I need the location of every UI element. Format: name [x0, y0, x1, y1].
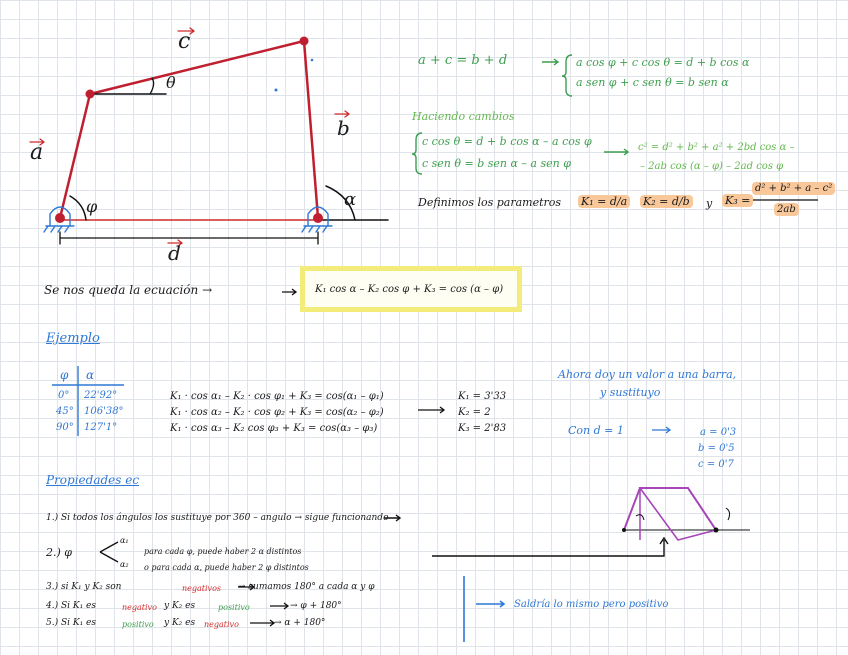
table-cell: 0° [58, 390, 70, 401]
table-head-phi: φ [60, 368, 69, 382]
joint-d [300, 37, 309, 46]
result-eq-1: c² = d² + b² + a² + 2bd cos α – [638, 142, 795, 153]
label-theta: θ [166, 73, 176, 92]
k3-numerator: d² + b² + a – c² [752, 182, 835, 195]
k1-definition: K₁ = d/a [578, 195, 630, 208]
joint-c [86, 90, 95, 99]
haciendo-eq-2: c sen θ = b sen α – a sen φ [422, 157, 571, 170]
property-2-line-2: o para cada α, puede haber 2 φ distintos [144, 563, 309, 572]
k3-result: K₃ = 2'83 [458, 423, 507, 434]
ahora-line-1: Ahora doy un valor a una barra, [558, 368, 737, 381]
p2-brace [100, 542, 118, 562]
k2-definition: K₂ = d/b [640, 195, 693, 208]
ejemplo-eq-2: K₁ · cos α₂ – K₂ · cos φ₂ + K₃ = cos(α₂ – φ₂) [170, 407, 384, 418]
queda-text: Se nos queda la ecuación → [44, 283, 213, 297]
ejemplo-eq-1: K₁ · cos α₁ – K₂ · cos φ₁ + K₃ = cos(α₁ – φ₁) [170, 391, 384, 402]
result-eq-2: – 2ab cos (α – φ) – 2ad cos φ [640, 161, 784, 172]
property-4-a: 4.) Si K₁ es [46, 601, 97, 611]
theta-arc [150, 78, 154, 94]
propiedades-title: Propiedades ec [46, 473, 140, 487]
table-cell: 22'92° [84, 390, 118, 401]
property-3-a: 3.) si K₁ y K₂ son [46, 582, 122, 592]
phi-arc [70, 196, 86, 220]
vector-equation: a + c = b + d [418, 53, 508, 68]
property-5-a: 5.) Si K₁ es [46, 618, 97, 628]
property-4-negativo: negativo [122, 603, 157, 612]
four-bar-mechanism [30, 28, 388, 246]
k1-result: K₁ = 3'33 [458, 391, 507, 402]
propiedades-arrows [384, 515, 668, 556]
boxed-equation [300, 266, 522, 312]
property-4-b: y K₂ es [164, 601, 196, 611]
ejemplo-arrow [418, 407, 444, 413]
system-eq-2: a sen φ + c sen θ = b sen α [576, 76, 729, 89]
property-5-c: → α + 180° [274, 618, 326, 628]
table-cell: 127'1° [84, 422, 118, 433]
property-5-negativo: negativo [204, 620, 239, 629]
value-b: b = 0'5 [698, 443, 735, 454]
property-2-alpha2: α₂ [120, 560, 129, 569]
con-arrow [652, 427, 670, 433]
definimos-text: Definimos los parametros [418, 196, 562, 209]
system-eq-1: a cos φ + c cos θ = d + b cos α [576, 56, 750, 69]
k3-denominator: 2ab [774, 203, 799, 216]
label-alpha: α [344, 189, 357, 210]
con-d-text: Con d = 1 [568, 424, 624, 437]
value-c: c = 0'7 [698, 459, 734, 470]
y-text: y [706, 197, 713, 210]
label-d: d [168, 241, 181, 265]
label-a: a [30, 140, 44, 165]
label-phi: φ [86, 197, 98, 216]
blue-dot [311, 59, 314, 62]
property-5-positivo: positivo [122, 620, 154, 629]
value-a: a = 0'3 [700, 427, 737, 438]
k3-label: K₃ = [722, 194, 753, 207]
haciendo-eq-1: c cos θ = d + b cos α – a cos φ [422, 135, 592, 148]
blue-dot [275, 89, 278, 92]
property-1: 1.) Si todos los ángulos los sustituye por 360 – angulo → sigue funcionando [46, 513, 389, 523]
k2-result: K₂ = 2 [458, 407, 491, 418]
property-4-positivo: positivo [218, 603, 250, 612]
table-head-alpha: α [86, 368, 95, 382]
table-cell: 45° [56, 406, 74, 417]
ahora-line-2: y sustituyo [600, 386, 661, 399]
ejemplo-eq-3: K₁ · cos α₃ – K₂ cos φ₃ + K₃ = cos(α₃ – φ₃) [170, 423, 378, 434]
queda-arrow [282, 289, 296, 295]
haciendo-title: Haciendo cambios [412, 110, 515, 123]
property-4-c: → φ + 180° [290, 601, 342, 611]
property-2-alpha1: α₁ [120, 536, 129, 545]
link-b [304, 41, 318, 218]
table-cell: 90° [56, 422, 74, 433]
vector-arrows [30, 28, 349, 246]
property-5-b: y K₂ es [164, 618, 196, 628]
joint-b [313, 213, 323, 223]
property-3-negativos: negativos [182, 584, 221, 593]
ejemplo-title: Ejemplo [46, 331, 100, 346]
table-cell: 106'38° [84, 406, 124, 417]
link-c [90, 41, 304, 94]
p3-5-bracket [464, 576, 504, 642]
label-b: b [337, 116, 350, 140]
label-c: c [178, 29, 191, 54]
property-2-label: 2.) φ [46, 546, 72, 559]
property-2-line-1: para cada φ, puede haber 2 α distintos [144, 547, 302, 556]
small-mechanism-sketch [622, 488, 750, 540]
dimension-d [60, 232, 318, 244]
saldria-text: Saldría lo mismo pero positivo [514, 599, 669, 610]
boxed-equation-text: K₁ cos α – K₂ cos φ + K₃ = cos (α – φ) [315, 284, 504, 295]
property-3-b: → sumamos 180° a cada α y φ [238, 582, 375, 592]
joint-a [55, 213, 65, 223]
